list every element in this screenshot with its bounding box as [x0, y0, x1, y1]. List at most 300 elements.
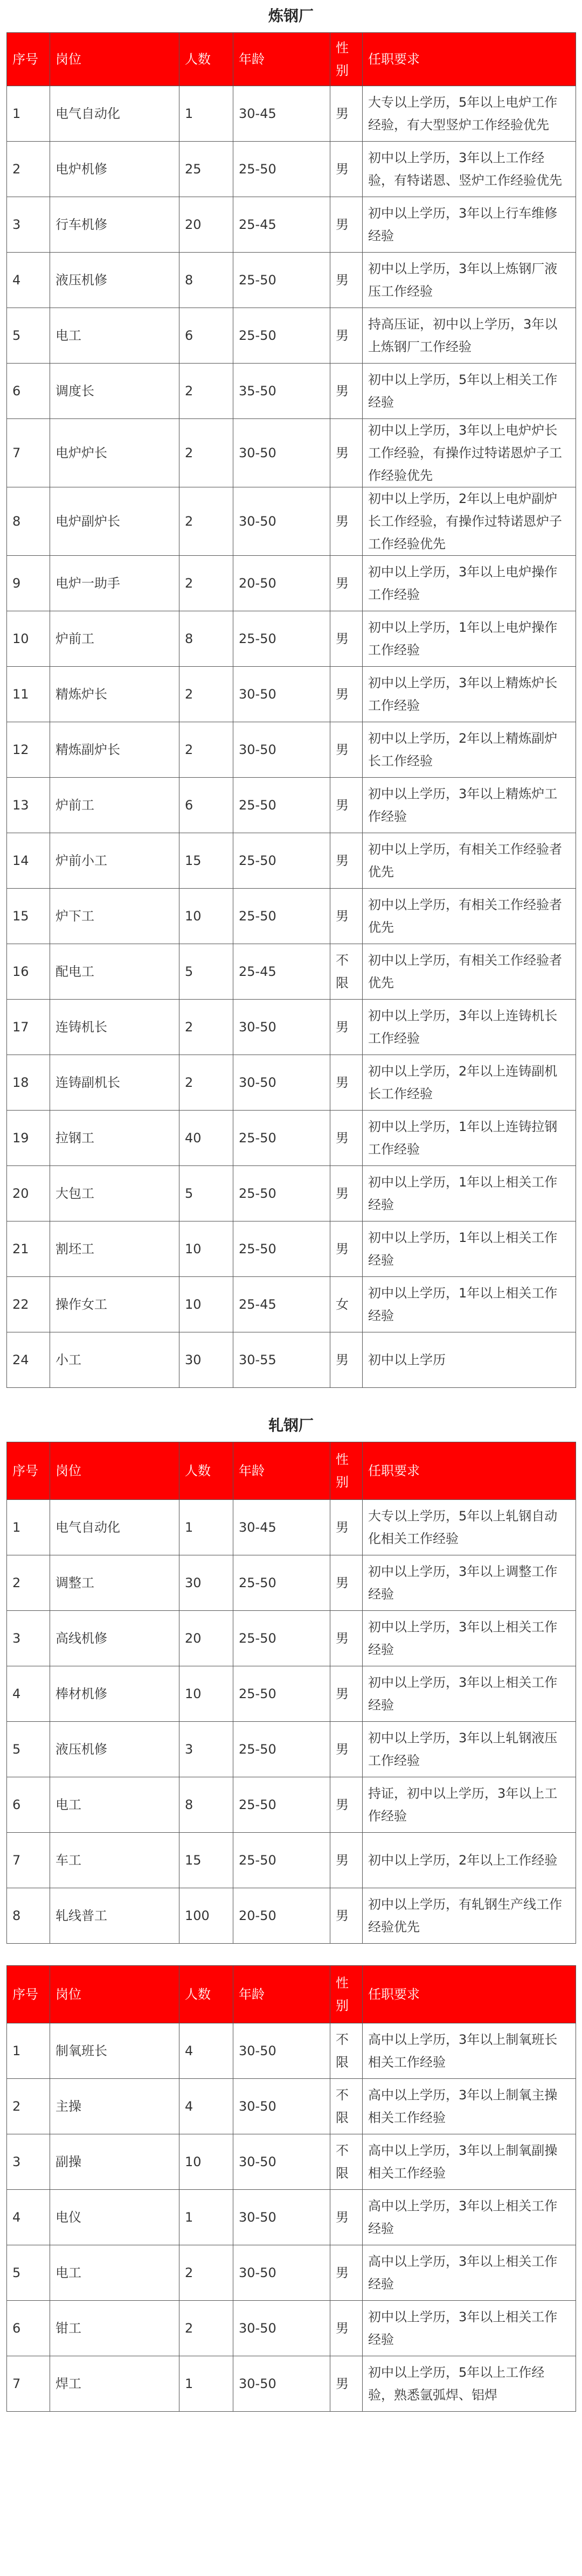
cell-index: 5 [7, 2245, 50, 2301]
cell-gender: 不限 [330, 944, 363, 1000]
cell-requirements: 初中以上学历，3年以上工作经验，有特诺恩、竖炉工作经验优先 [363, 142, 576, 197]
cell-requirements: 初中以上学历，有相关工作经验者优先 [363, 833, 576, 889]
cell-index: 7 [7, 2356, 50, 2412]
cell-headcount: 25 [179, 142, 233, 197]
cell-gender: 男 [330, 197, 363, 253]
column-header-age: 年龄 [233, 1966, 330, 2023]
cell-requirements: 初中以上学历，5年以上相关工作经验 [363, 364, 576, 419]
cell-requirements: 高中以上学历，3年以上制氧副操相关工作经验 [363, 2134, 576, 2190]
cell-gender: 男 [330, 1332, 363, 1388]
table-row [7, 944, 576, 1000]
cell-position: 连铸机长 [50, 1000, 179, 1055]
cell-headcount: 15 [179, 1833, 233, 1888]
header-row [7, 1966, 576, 2023]
cell-requirements: 初中以上学历，2年以上电炉副炉长工作经验，有操作过特诺恩炉子工作经验优先 [363, 487, 576, 556]
cell-gender: 男 [330, 253, 363, 308]
cell-headcount: 20 [179, 197, 233, 253]
column-header-requirements: 任职要求 [363, 1442, 576, 1500]
section-gap [0, 1944, 582, 1965]
cell-headcount: 10 [179, 1221, 233, 1277]
cell-age: 30-45 [233, 86, 330, 142]
cell-gender: 男 [330, 487, 363, 556]
cell-gender: 男 [330, 556, 363, 611]
cell-headcount: 2 [179, 722, 233, 778]
cell-age: 30-55 [233, 1332, 330, 1388]
table-row [7, 2301, 576, 2356]
cell-headcount: 15 [179, 833, 233, 889]
cell-gender: 男 [330, 419, 363, 487]
table-row [7, 1332, 576, 1388]
cell-index: 4 [7, 2190, 50, 2245]
cell-headcount: 30 [179, 1555, 233, 1611]
table-row [7, 2023, 576, 2079]
cell-gender: 男 [330, 2190, 363, 2245]
table-row [7, 833, 576, 889]
table-row [7, 611, 576, 667]
column-header-gender: 性别 [330, 33, 363, 86]
cell-requirements: 初中以上学历，3年以上炼钢厂液压工作经验 [363, 253, 576, 308]
cell-index: 6 [7, 2301, 50, 2356]
cell-age: 25-50 [233, 889, 330, 944]
cell-position: 割坯工 [50, 1221, 179, 1277]
cell-requirements: 高中以上学历，3年以上制氧班长相关工作经验 [363, 2023, 576, 2079]
cell-gender: 男 [330, 667, 363, 722]
cell-position: 电炉机修 [50, 142, 179, 197]
cell-position: 主操 [50, 2079, 179, 2134]
cell-headcount: 10 [179, 889, 233, 944]
cell-gender: 男 [330, 1722, 363, 1777]
cell-gender: 男 [330, 1555, 363, 1611]
table-row [7, 1666, 576, 1722]
header-row [7, 1442, 576, 1500]
cell-position: 液压机修 [50, 253, 179, 308]
cell-age: 25-50 [233, 1611, 330, 1666]
cell-index: 17 [7, 1000, 50, 1055]
table-row [7, 556, 576, 611]
cell-age: 25-50 [233, 1555, 330, 1611]
column-header-age: 年龄 [233, 1442, 330, 1500]
cell-position: 电工 [50, 2245, 179, 2301]
table-row [7, 889, 576, 944]
cell-index: 2 [7, 142, 50, 197]
cell-headcount: 8 [179, 611, 233, 667]
cell-index: 16 [7, 944, 50, 1000]
cell-position: 电工 [50, 308, 179, 364]
cell-position: 连铸副机长 [50, 1055, 179, 1111]
cell-headcount: 6 [179, 308, 233, 364]
cell-position: 电气自动化 [50, 86, 179, 142]
cell-gender: 不限 [330, 2079, 363, 2134]
cell-age: 25-45 [233, 944, 330, 1000]
cell-position: 炉前工 [50, 778, 179, 833]
cell-headcount: 1 [179, 1500, 233, 1555]
cell-index: 6 [7, 364, 50, 419]
column-header-index: 序号 [7, 1966, 50, 2023]
cell-requirements: 初中以上学历，3年以上行车维修经验 [363, 197, 576, 253]
cell-requirements: 初中以上学历，1年以上相关工作经验 [363, 1166, 576, 1221]
table-row [7, 487, 576, 556]
cell-headcount: 6 [179, 778, 233, 833]
cell-age: 25-50 [233, 1111, 330, 1166]
oxygen-table-header [7, 1966, 576, 2023]
cell-requirements: 初中以上学历，3年以上电炉炉长工作经验，有操作过特诺恩炉子工作经验优先 [363, 419, 576, 487]
cell-gender: 男 [330, 1000, 363, 1055]
cell-gender: 男 [330, 778, 363, 833]
cell-requirements: 初中以上学历，3年以上精炼炉长工作经验 [363, 667, 576, 722]
table-row [7, 86, 576, 142]
table-row [7, 197, 576, 253]
cell-position: 行车机修 [50, 197, 179, 253]
cell-gender: 男 [330, 364, 363, 419]
cell-index: 18 [7, 1055, 50, 1111]
cell-position: 操作女工 [50, 1277, 179, 1332]
cell-position: 精炼炉长 [50, 667, 179, 722]
cell-requirements: 初中以上学历，有轧钢生产线工作经验优先 [363, 1888, 576, 1944]
cell-headcount: 40 [179, 1111, 233, 1166]
cell-age: 30-50 [233, 2245, 330, 2301]
cell-position: 炉前工 [50, 611, 179, 667]
cell-age: 25-50 [233, 308, 330, 364]
cell-age: 30-50 [233, 1000, 330, 1055]
cell-gender: 男 [330, 2356, 363, 2412]
table-row [7, 1166, 576, 1221]
cell-age: 25-50 [233, 142, 330, 197]
cell-position: 调度长 [50, 364, 179, 419]
cell-index: 22 [7, 1277, 50, 1332]
cell-gender: 男 [330, 1833, 363, 1888]
cell-age: 30-45 [233, 1500, 330, 1555]
cell-headcount: 8 [179, 253, 233, 308]
table-row [7, 1555, 576, 1611]
rolling-plant-table [6, 1442, 576, 1944]
cell-headcount: 2 [179, 1055, 233, 1111]
cell-requirements: 初中以上学历，3年以上电炉操作工作经验 [363, 556, 576, 611]
cell-age: 35-50 [233, 364, 330, 419]
cell-position: 电工 [50, 1777, 179, 1833]
cell-requirements: 初中以上学历，3年以上相关工作经验 [363, 2301, 576, 2356]
cell-gender: 男 [330, 611, 363, 667]
cell-age: 25-50 [233, 778, 330, 833]
cell-index: 6 [7, 1777, 50, 1833]
cell-age: 25-50 [233, 1722, 330, 1777]
rolling-plant-table-body [7, 1500, 576, 1944]
cell-age: 30-50 [233, 2134, 330, 2190]
cell-index: 5 [7, 308, 50, 364]
table-row [7, 253, 576, 308]
cell-index: 13 [7, 778, 50, 833]
cell-index: 4 [7, 1666, 50, 1722]
cell-requirements: 初中以上学历，1年以上连铸拉钢工作经验 [363, 1111, 576, 1166]
rolling-plant-title: 轧钢厂 [268, 1416, 314, 1434]
table-row [7, 1777, 576, 1833]
cell-requirements: 大专以上学历，5年以上电炉工作经验，有大型竖炉工作经验优先 [363, 86, 576, 142]
table-row [7, 2190, 576, 2245]
cell-requirements: 初中以上学历，1年以上相关工作经验 [363, 1221, 576, 1277]
cell-age: 30-50 [233, 419, 330, 487]
cell-age: 25-50 [233, 1833, 330, 1888]
cell-position: 小工 [50, 1332, 179, 1388]
cell-requirements: 初中以上学历 [363, 1332, 576, 1388]
cell-position: 电气自动化 [50, 1500, 179, 1555]
cell-position: 电炉炉长 [50, 419, 179, 487]
table-row [7, 2134, 576, 2190]
column-header-requirements: 任职要求 [363, 1966, 576, 2023]
cell-index: 7 [7, 419, 50, 487]
cell-gender: 男 [330, 889, 363, 944]
cell-headcount: 1 [179, 2190, 233, 2245]
header-row [7, 33, 576, 86]
cell-headcount: 2 [179, 1000, 233, 1055]
cell-gender: 女 [330, 1277, 363, 1332]
table-row [7, 1888, 576, 1944]
cell-headcount: 30 [179, 1332, 233, 1388]
oxygen-section [0, 1965, 582, 2412]
cell-age: 25-50 [233, 1666, 330, 1722]
cell-headcount: 2 [179, 667, 233, 722]
column-header-position: 岗位 [50, 1442, 179, 1500]
column-header-index: 序号 [7, 1442, 50, 1500]
cell-position: 钳工 [50, 2301, 179, 2356]
table-row [7, 722, 576, 778]
cell-headcount: 1 [179, 2356, 233, 2412]
cell-position: 大包工 [50, 1166, 179, 1221]
cell-position: 液压机修 [50, 1722, 179, 1777]
cell-headcount: 20 [179, 1611, 233, 1666]
table-row [7, 364, 576, 419]
cell-requirements: 大专以上学历，5年以上轧钢自动化相关工作经验 [363, 1500, 576, 1555]
table-row [7, 1722, 576, 1777]
oxygen-table-body [7, 2023, 576, 2412]
table-row [7, 778, 576, 833]
cell-position: 车工 [50, 1833, 179, 1888]
cell-age: 30-50 [233, 487, 330, 556]
cell-index: 11 [7, 667, 50, 722]
column-header-position: 岗位 [50, 33, 179, 86]
cell-index: 20 [7, 1166, 50, 1221]
cell-index: 3 [7, 2134, 50, 2190]
table-row [7, 308, 576, 364]
table-row [7, 667, 576, 722]
cell-gender: 男 [330, 2245, 363, 2301]
cell-position: 焊工 [50, 2356, 179, 2412]
table-row [7, 1055, 576, 1111]
cell-index: 2 [7, 1555, 50, 1611]
table-row [7, 2356, 576, 2412]
cell-age: 30-50 [233, 1055, 330, 1111]
cell-index: 1 [7, 2023, 50, 2079]
cell-position: 电仪 [50, 2190, 179, 2245]
cell-index: 8 [7, 487, 50, 556]
table-row [7, 1500, 576, 1555]
cell-position: 电炉副炉长 [50, 487, 179, 556]
column-header-index: 序号 [7, 33, 50, 86]
cell-gender: 不限 [330, 2134, 363, 2190]
table-row [7, 1111, 576, 1166]
cell-age: 25-50 [233, 833, 330, 889]
cell-index: 24 [7, 1332, 50, 1388]
cell-position: 调整工 [50, 1555, 179, 1611]
cell-position: 炉前小工 [50, 833, 179, 889]
cell-headcount: 4 [179, 2023, 233, 2079]
cell-headcount: 1 [179, 86, 233, 142]
cell-index: 2 [7, 2079, 50, 2134]
cell-headcount: 2 [179, 556, 233, 611]
cell-index: 19 [7, 1111, 50, 1166]
column-header-headcount: 人数 [179, 33, 233, 86]
cell-age: 30-50 [233, 2023, 330, 2079]
column-header-headcount: 人数 [179, 1966, 233, 2023]
cell-age: 25-45 [233, 1277, 330, 1332]
cell-age: 25-50 [233, 611, 330, 667]
table-row [7, 2079, 576, 2134]
cell-gender: 男 [330, 1777, 363, 1833]
cell-headcount: 5 [179, 944, 233, 1000]
cell-requirements: 初中以上学历，有相关工作经验者优先 [363, 889, 576, 944]
cell-requirements: 持高压证，初中以上学历，3年以上炼钢厂工作经验 [363, 308, 576, 364]
cell-gender: 男 [330, 1888, 363, 1944]
cell-position: 轧线普工 [50, 1888, 179, 1944]
cell-headcount: 3 [179, 1722, 233, 1777]
cell-headcount: 2 [179, 2301, 233, 2356]
cell-index: 7 [7, 1833, 50, 1888]
cell-index: 4 [7, 253, 50, 308]
cell-gender: 男 [330, 1221, 363, 1277]
cell-age: 30-50 [233, 2301, 330, 2356]
cell-index: 15 [7, 889, 50, 944]
cell-age: 25-50 [233, 253, 330, 308]
cell-headcount: 2 [179, 2245, 233, 2301]
cell-position: 精炼副炉长 [50, 722, 179, 778]
column-header-position: 岗位 [50, 1966, 179, 2023]
cell-index: 3 [7, 1611, 50, 1666]
cell-index: 21 [7, 1221, 50, 1277]
cell-index: 10 [7, 611, 50, 667]
cell-gender: 男 [330, 142, 363, 197]
cell-age: 25-50 [233, 1166, 330, 1221]
cell-headcount: 10 [179, 1666, 233, 1722]
cell-requirements: 初中以上学历，2年以上精炼副炉长工作经验 [363, 722, 576, 778]
cell-index: 1 [7, 1500, 50, 1555]
cell-requirements: 初中以上学历，3年以上轧钢液压工作经验 [363, 1722, 576, 1777]
cell-position: 副操 [50, 2134, 179, 2190]
table-row [7, 1611, 576, 1666]
cell-requirements: 初中以上学历，2年以上连铸副机长工作经验 [363, 1055, 576, 1111]
cell-gender: 男 [330, 86, 363, 142]
table-row [7, 1277, 576, 1332]
cell-gender: 男 [330, 2301, 363, 2356]
cell-gender: 男 [330, 1611, 363, 1666]
column-header-headcount: 人数 [179, 1442, 233, 1500]
cell-age: 20-50 [233, 1888, 330, 1944]
table-row [7, 1833, 576, 1888]
cell-age: 30-50 [233, 667, 330, 722]
cell-position: 高线机修 [50, 1611, 179, 1666]
cell-position: 炉下工 [50, 889, 179, 944]
cell-gender: 男 [330, 1500, 363, 1555]
cell-headcount: 2 [179, 419, 233, 487]
cell-age: 25-50 [233, 1777, 330, 1833]
cell-age: 30-50 [233, 2356, 330, 2412]
cell-headcount: 100 [179, 1888, 233, 1944]
cell-requirements: 初中以上学历，3年以上相关工作经验 [363, 1611, 576, 1666]
cell-age: 30-50 [233, 2079, 330, 2134]
cell-headcount: 10 [179, 2134, 233, 2190]
cell-index: 5 [7, 1722, 50, 1777]
cell-position: 棒材机修 [50, 1666, 179, 1722]
cell-position: 配电工 [50, 944, 179, 1000]
column-header-gender: 性别 [330, 1442, 363, 1500]
column-header-gender: 性别 [330, 1966, 363, 2023]
cell-requirements: 初中以上学历，1年以上电炉操作工作经验 [363, 611, 576, 667]
cell-index: 1 [7, 86, 50, 142]
cell-gender: 男 [330, 833, 363, 889]
cell-gender: 男 [330, 1111, 363, 1166]
table-row [7, 1221, 576, 1277]
cell-requirements: 初中以上学历，3年以上精炼炉工作经验 [363, 778, 576, 833]
cell-requirements: 高中以上学历，3年以上相关工作经验 [363, 2190, 576, 2245]
cell-requirements: 高中以上学历，3年以上相关工作经验 [363, 2245, 576, 2301]
cell-requirements: 初中以上学历，5年以上工作经验，熟悉氩弧焊、铝焊 [363, 2356, 576, 2412]
cell-age: 20-50 [233, 556, 330, 611]
cell-gender: 男 [330, 308, 363, 364]
cell-position: 电炉一助手 [50, 556, 179, 611]
rolling-plant-section [0, 1409, 582, 1944]
cell-age: 25-50 [233, 1221, 330, 1277]
cell-headcount: 10 [179, 1277, 233, 1332]
cell-requirements: 初中以上学历，3年以上调整工作经验 [363, 1555, 576, 1611]
cell-index: 12 [7, 722, 50, 778]
cell-age: 25-45 [233, 197, 330, 253]
cell-position: 制氧班长 [50, 2023, 179, 2079]
cell-requirements: 持证，初中以上学历，3年以上工作经验 [363, 1777, 576, 1833]
cell-index: 9 [7, 556, 50, 611]
cell-requirements: 初中以上学历，有相关工作经验者优先 [363, 944, 576, 1000]
cell-requirements: 初中以上学历，3年以上相关工作经验 [363, 1666, 576, 1722]
table-row [7, 419, 576, 487]
cell-gender: 男 [330, 1666, 363, 1722]
column-header-requirements: 任职要求 [363, 33, 576, 86]
cell-index: 3 [7, 197, 50, 253]
table-row [7, 142, 576, 197]
cell-position: 拉钢工 [50, 1111, 179, 1166]
cell-requirements: 高中以上学历，3年以上制氧主操相关工作经验 [363, 2079, 576, 2134]
cell-age: 30-50 [233, 722, 330, 778]
cell-gender: 男 [330, 1166, 363, 1221]
cell-headcount: 2 [179, 364, 233, 419]
cell-headcount: 4 [179, 2079, 233, 2134]
cell-gender: 不限 [330, 2023, 363, 2079]
cell-index: 8 [7, 1888, 50, 1944]
cell-headcount: 5 [179, 1166, 233, 1221]
cell-gender: 男 [330, 1055, 363, 1111]
cell-gender: 男 [330, 722, 363, 778]
cell-requirements: 初中以上学历，2年以上工作经验 [363, 1833, 576, 1888]
cell-age: 30-50 [233, 2190, 330, 2245]
steel-plant-table-header [7, 33, 576, 86]
cell-headcount: 2 [179, 487, 233, 556]
cell-headcount: 8 [179, 1777, 233, 1833]
table-row [7, 2245, 576, 2301]
table-row [7, 1000, 576, 1055]
cell-index: 14 [7, 833, 50, 889]
rolling-plant-table-header [7, 1442, 576, 1500]
cell-requirements: 初中以上学历，3年以上连铸机长工作经验 [363, 1000, 576, 1055]
oxygen-table [6, 1965, 576, 2412]
column-header-age: 年龄 [233, 33, 330, 86]
steel-plant-table [6, 32, 576, 1388]
section-gap [0, 1388, 582, 1409]
steel-plant-table-body [7, 86, 576, 1388]
